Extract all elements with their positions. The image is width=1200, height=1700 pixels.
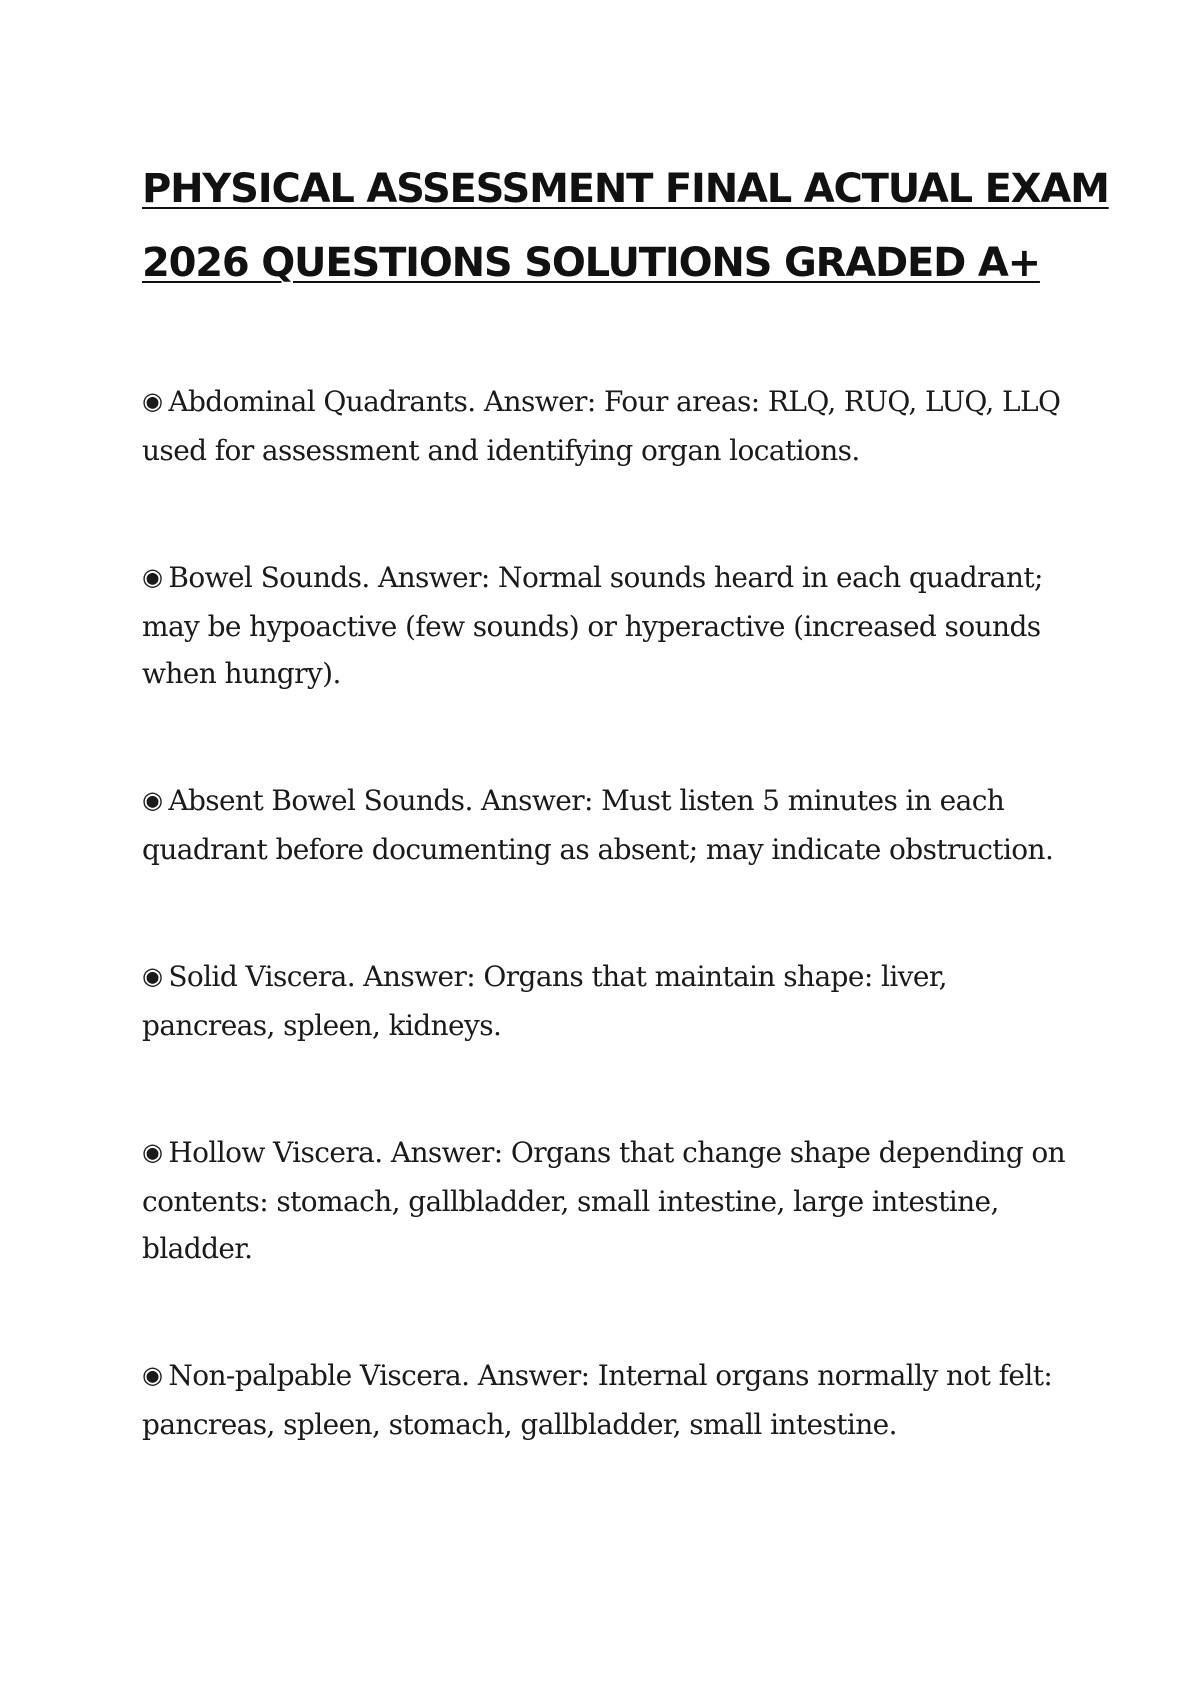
radio-bullet-icon: ◉: [142, 1138, 163, 1166]
qa-text: Non-palpable Viscera. Answer: Internal organs normally not felt: pancreas, spleen, stomach, gallbladder, small intestine.: [142, 1359, 1053, 1441]
radio-bullet-icon: ◉: [142, 786, 163, 814]
radio-bullet-icon: ◉: [142, 1361, 163, 1389]
qa-item-solid-viscera: [142, 953, 1072, 1049]
radio-bullet-icon: ◉: [142, 962, 163, 990]
qa-item-abdominal-quadrants: [142, 378, 1072, 474]
qa-text: Absent Bowel Sounds. Answer: Must listen 5 minutes in each quadrant before documenting as absent; may indicate obstruction.: [142, 784, 1054, 866]
title-line-2: 2026 QUESTIONS SOLUTIONS GRADED A+: [142, 240, 1040, 286]
radio-bullet-icon: ◉: [142, 563, 163, 591]
document-title: [142, 152, 1109, 300]
qa-text: Abdominal Quadrants. Answer: Four areas: RLQ, RUQ, LUQ, LLQ used for assessment and identifying organ locations.: [142, 385, 1061, 467]
radio-bullet-icon: ◉: [142, 387, 163, 415]
qa-text: Bowel Sounds. Answer: Normal sounds heard in each quadrant; may be hypoactive (few sounds) or hyperactive (increased sounds when hungry).: [142, 561, 1043, 690]
qa-text: Hollow Viscera. Answer: Organs that change shape depending on contents: stomach, gallbladder, small intestine, large intestine, bladder.: [142, 1136, 1066, 1265]
qa-text: Solid Viscera. Answer: Organs that maintain shape: liver, pancreas, spleen, kidneys.: [142, 960, 947, 1042]
qa-item-absent-bowel-sounds: [142, 777, 1072, 873]
qa-item-bowel-sounds: [142, 554, 1072, 697]
qa-item-non-palpable-viscera: [142, 1352, 1072, 1448]
qa-list: [142, 378, 1072, 1448]
title-line-1: PHYSICAL ASSESSMENT FINAL ACTUAL EXAM: [142, 166, 1109, 212]
qa-item-hollow-viscera: [142, 1129, 1072, 1272]
